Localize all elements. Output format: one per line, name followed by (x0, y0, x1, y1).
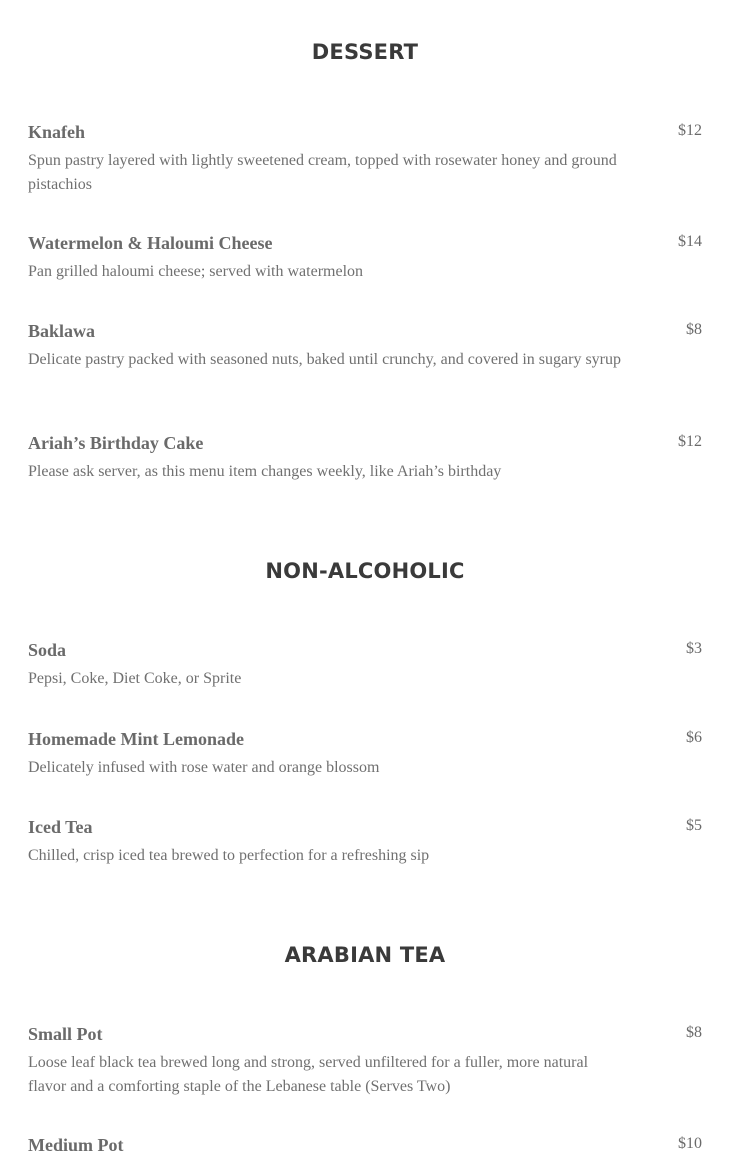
item-name: Homemade Mint Lemonade (28, 729, 244, 749)
item-description: Loose leaf black tea brewed long and strong, served unfiltered for a fuller, more natural flavor and a comforting staple of the Lebanese table (Serves Two) (28, 1054, 589, 1095)
section-title-dessert: DESSERT (311, 40, 419, 64)
item-name: Ariah’s Birthday Cake (28, 433, 204, 453)
item-description: Delicately infused with rose water and orange blossom (28, 759, 380, 776)
item-price: $12 (678, 122, 702, 139)
item-price: $5 (686, 817, 702, 834)
item-description: Delicate pastry packed with seasoned nuts, baked until crunchy, and covered in sugary syrup (28, 351, 621, 368)
item-description: Please ask server, as this menu item changes weekly, like Ariah’s birthday (28, 463, 502, 480)
item-name: Small Pot (28, 1024, 103, 1044)
item-name: Soda (28, 640, 67, 660)
item-price: $6 (686, 729, 702, 746)
item-price: $8 (686, 1024, 702, 1041)
item-price: $8 (686, 321, 702, 338)
section-title-non-alcoholic: NON-ALCOHOLIC (265, 559, 465, 583)
item-description: Pan grilled haloumi cheese; served with watermelon (28, 263, 364, 280)
item-name: Watermelon & Haloumi Cheese (28, 233, 273, 253)
item-name: Knafeh (28, 122, 86, 142)
section-title-arabian-tea: ARABIAN TEA (284, 943, 446, 967)
item-price: $10 (678, 1135, 702, 1152)
item-name: Iced Tea (28, 817, 93, 837)
item-description: Chilled, crisp iced tea brewed to perfection for a refreshing sip (28, 847, 430, 864)
item-name: Medium Pot (28, 1135, 124, 1155)
item-price: $12 (678, 433, 702, 450)
item-name: Baklawa (28, 321, 96, 341)
item-price: $14 (678, 233, 702, 250)
item-description: Pepsi, Coke, Diet Coke, or Sprite (28, 670, 242, 687)
item-price: $3 (686, 640, 702, 657)
item-description: Spun pastry layered with lightly sweetened cream, topped with rosewater honey and ground pistachios (28, 152, 617, 193)
